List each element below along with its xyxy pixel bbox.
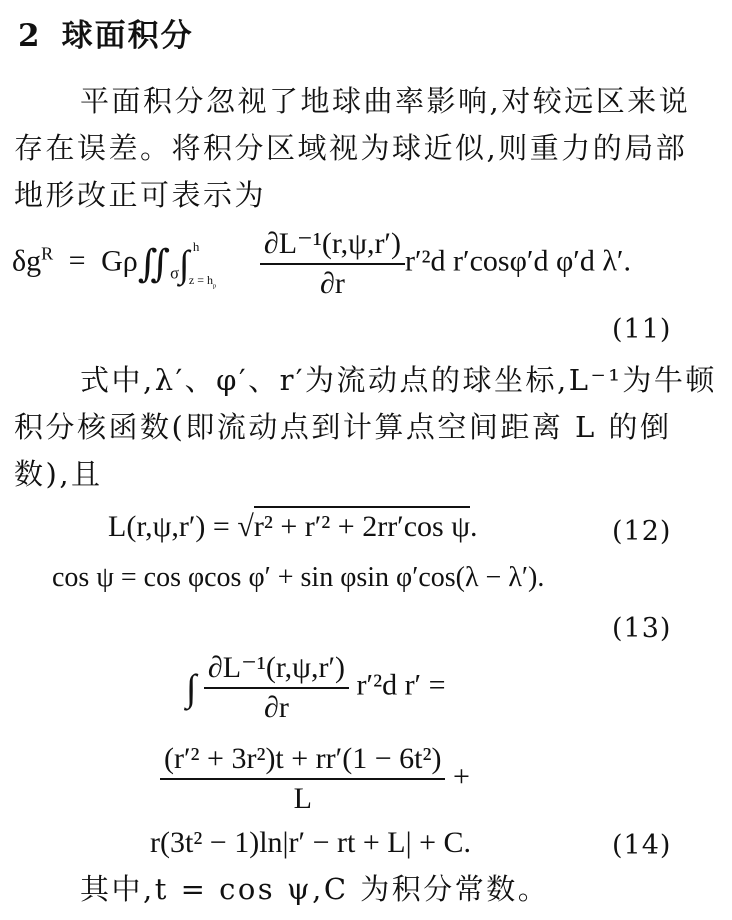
equation-11-number: (11) bbox=[612, 314, 672, 345]
eq11-lhs-sup: R bbox=[41, 243, 54, 264]
equation-14-line-1 bbox=[186, 650, 446, 725]
closing-line: 其中,t = cos ψ,C 为积分常数。 bbox=[80, 872, 550, 906]
eq11-double-integral: ∬ bbox=[137, 243, 171, 286]
paragraph-2-line-3: 数),且 bbox=[14, 457, 103, 491]
equation-14-number: (14) bbox=[612, 830, 672, 861]
eq14-line2-plus: + bbox=[452, 759, 470, 793]
eq12-lhs: L(r,ψ,r′) = bbox=[108, 510, 230, 543]
section-title: 球面积分 bbox=[61, 18, 194, 54]
eq14-integral: ∫ bbox=[186, 667, 197, 710]
paragraph-1-line-1: 平面积分忽视了地球曲率影响,对较远区来说 bbox=[80, 84, 691, 118]
eq14-line2-numerator: (r′² + 3r²)t + rr′(1 − 6t²) bbox=[160, 742, 445, 780]
equation-12 bbox=[108, 510, 478, 544]
eq11-coeff: Gρ bbox=[101, 244, 138, 278]
section-heading bbox=[18, 10, 194, 55]
eq14-line2-denominator: L bbox=[293, 782, 312, 815]
eq11-limits bbox=[188, 238, 217, 289]
sqrt-sign: √ bbox=[237, 510, 254, 543]
eq14-numerator: ∂L⁻¹(r,ψ,r′) bbox=[204, 650, 349, 689]
equation-13: cos ψ = cos φcos φ′ + sin φsin φ′cos(λ − λ′). bbox=[52, 562, 545, 593]
eq11-upper-limit: h bbox=[192, 238, 200, 254]
eq11-equals: = bbox=[68, 244, 86, 278]
eq12-radicand: r² + r′² + 2rr′cos ψ bbox=[254, 506, 470, 543]
eq11-numerator: ∂L⁻¹(r,ψ,r′) bbox=[260, 226, 405, 265]
equation-14-line-3: r(3t² − 1)ln|r′ − rt + L| + C. bbox=[150, 826, 472, 859]
eq14-fraction bbox=[204, 650, 349, 725]
eq11-domain: σ bbox=[170, 263, 179, 283]
eq11-lower-limit: $z = h_p$ bbox=[188, 272, 217, 289]
eq11-denominator: ∂r bbox=[320, 267, 345, 300]
eq11-fraction bbox=[260, 226, 405, 301]
eq14-integrand-tail: r′²d r′ = bbox=[356, 668, 446, 702]
paragraph-1-line-2: 存在误差。将积分区域视为球近似,则重力的局部 bbox=[14, 131, 688, 165]
equation-13-number: (13) bbox=[612, 613, 672, 644]
paragraph-2-line-1: 式中,λ′、φ′、r′为流动点的球坐标,L⁻¹为牛顿 bbox=[80, 363, 717, 397]
eq11-integral: ∫ bbox=[178, 243, 190, 286]
paragraph-2-line-2: 积分核函数(即流动点到计算点空间距离 L 的倒 bbox=[14, 410, 672, 444]
eq12-end: . bbox=[470, 510, 478, 543]
equation-14-line-2 bbox=[160, 742, 470, 816]
eq11-tail: r′²d r′cosφ′d φ′d λ′. bbox=[405, 244, 631, 278]
equation-11 bbox=[12, 226, 631, 301]
section-number: 2 bbox=[18, 18, 42, 54]
eq14-line2-fraction bbox=[160, 742, 445, 816]
eq11-lhs: δg bbox=[12, 244, 42, 278]
paragraph-1-line-3: 地形改正可表示为 bbox=[14, 178, 267, 212]
equation-12-number: (12) bbox=[612, 516, 672, 547]
eq14-denominator: ∂r bbox=[264, 691, 289, 724]
